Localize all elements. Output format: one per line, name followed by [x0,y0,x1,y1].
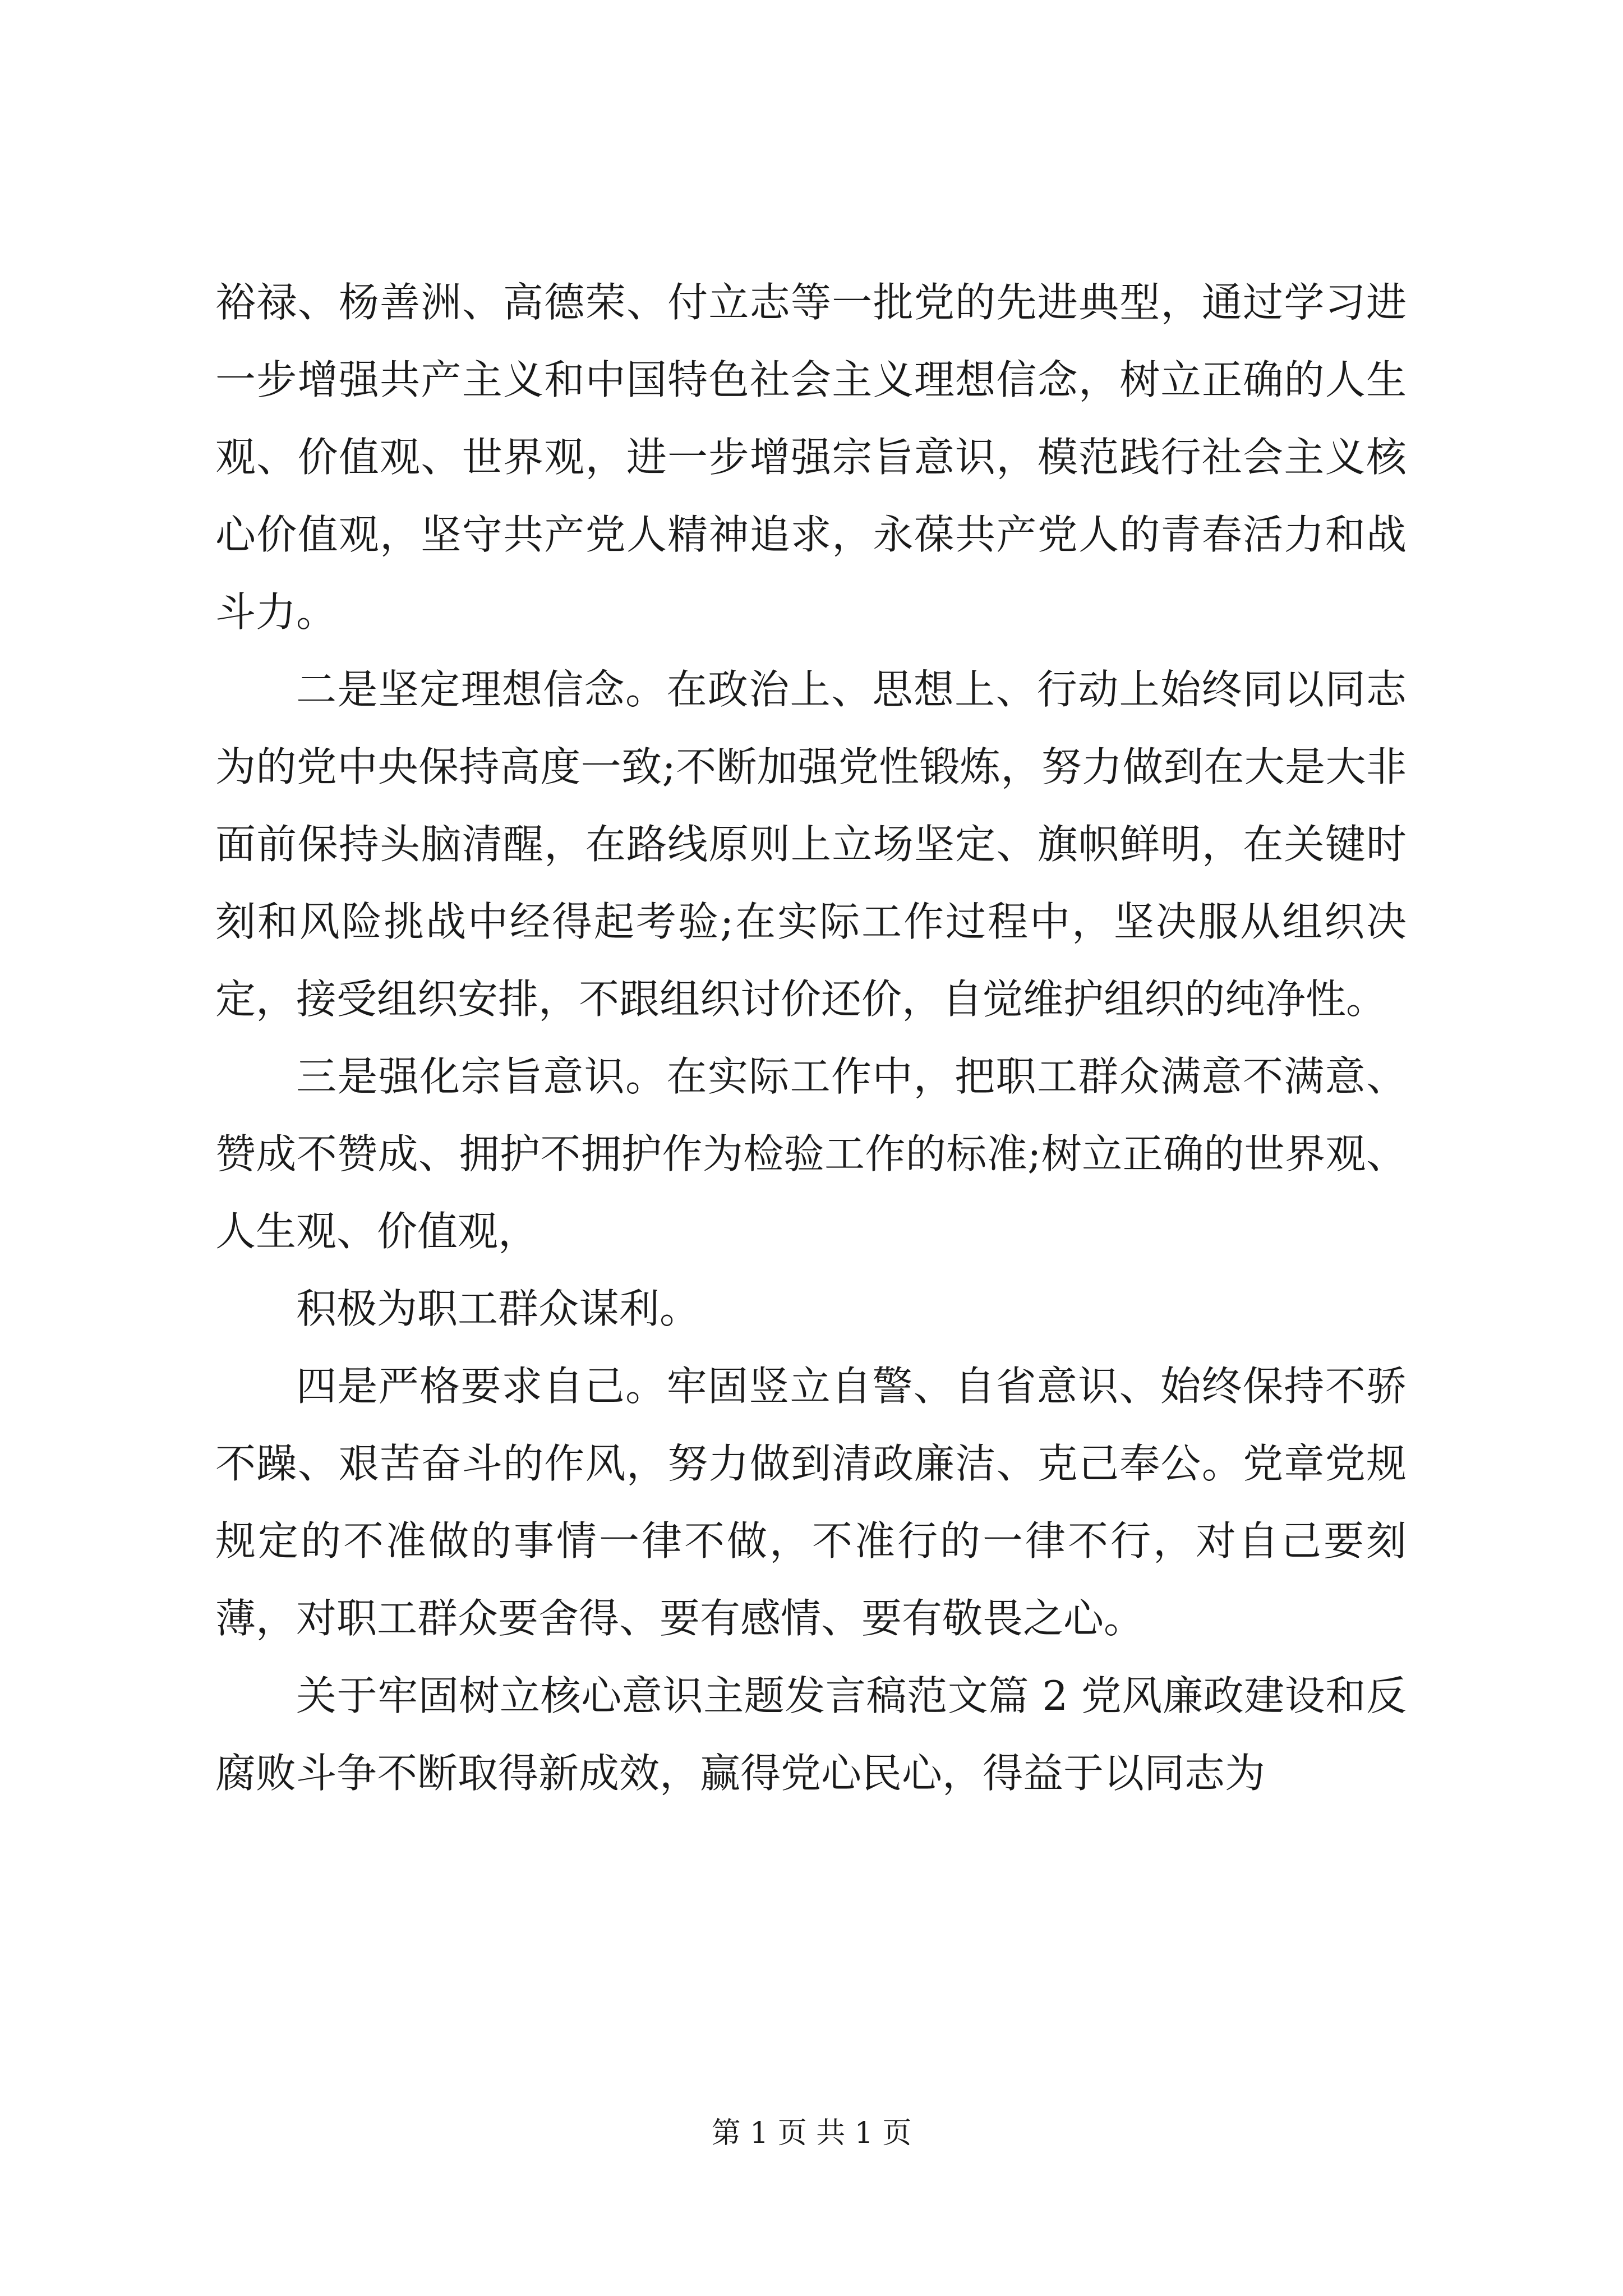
paragraph-article-2: 关于牢固树立核心意识主题发言稿范文篇 2 党风廉政建设和反腐败斗争不断取得新成效，赢得党心民心，得益于以同志为 [215,1672,1407,1797]
paragraph-self-discipline: 四是严格要求自己。牢固竖立自警、自省意识、始终保持不骄不躁、艰苦奋斗的作风，努力做到清政廉洁、克己奉公。党章党规规定的不准做的事情一律不做，不准行的一律不行，对自己要刻薄，对职工群众要舍得、要有感情、要有敬畏之心。 [215,1363,1407,1642]
paragraph-continued: 裕禄、杨善洲、高德荣、付立志等一批党的先进典型，通过学习进一步增强共产主义和中国特色社会主义理想信念，树立正确的人生观、价值观、世界观，进一步增强宗旨意识，模范践行社会主义核心价值观，坚守共产党人精神追求，永葆共产党人的青春活力和战斗力。 [215,279,1407,636]
paragraph-benefit: 积极为职工群众谋利。 [296,1285,700,1332]
page-footer: 第 1 页 共 1 页 [711,2116,912,2150]
paragraph-ideals: 二是坚定理想信念。在政治上、思想上、行动上始终同以同志为的党中央保持高度一致;不断加强党性锻炼，努力做到在大是大非面前保持头脑清醒，在路线原则上立场坚定、旗帜鲜明，在关键时刻和风险挑战中经得起考验;在实际工作过程中，坚决服从组织决定，接受组织安排，不跟组织讨价还价，自觉维护组织的纯净性。 [215,666,1407,1023]
document-body [215,264,1407,1812]
paragraph-purpose: 三是强化宗旨意识。在实际工作中，把职工群众满意不满意、赞成不赞成、拥护不拥护作为检验工作的标准;树立正确的世界观、人生观、价值观， [215,1053,1407,1255]
